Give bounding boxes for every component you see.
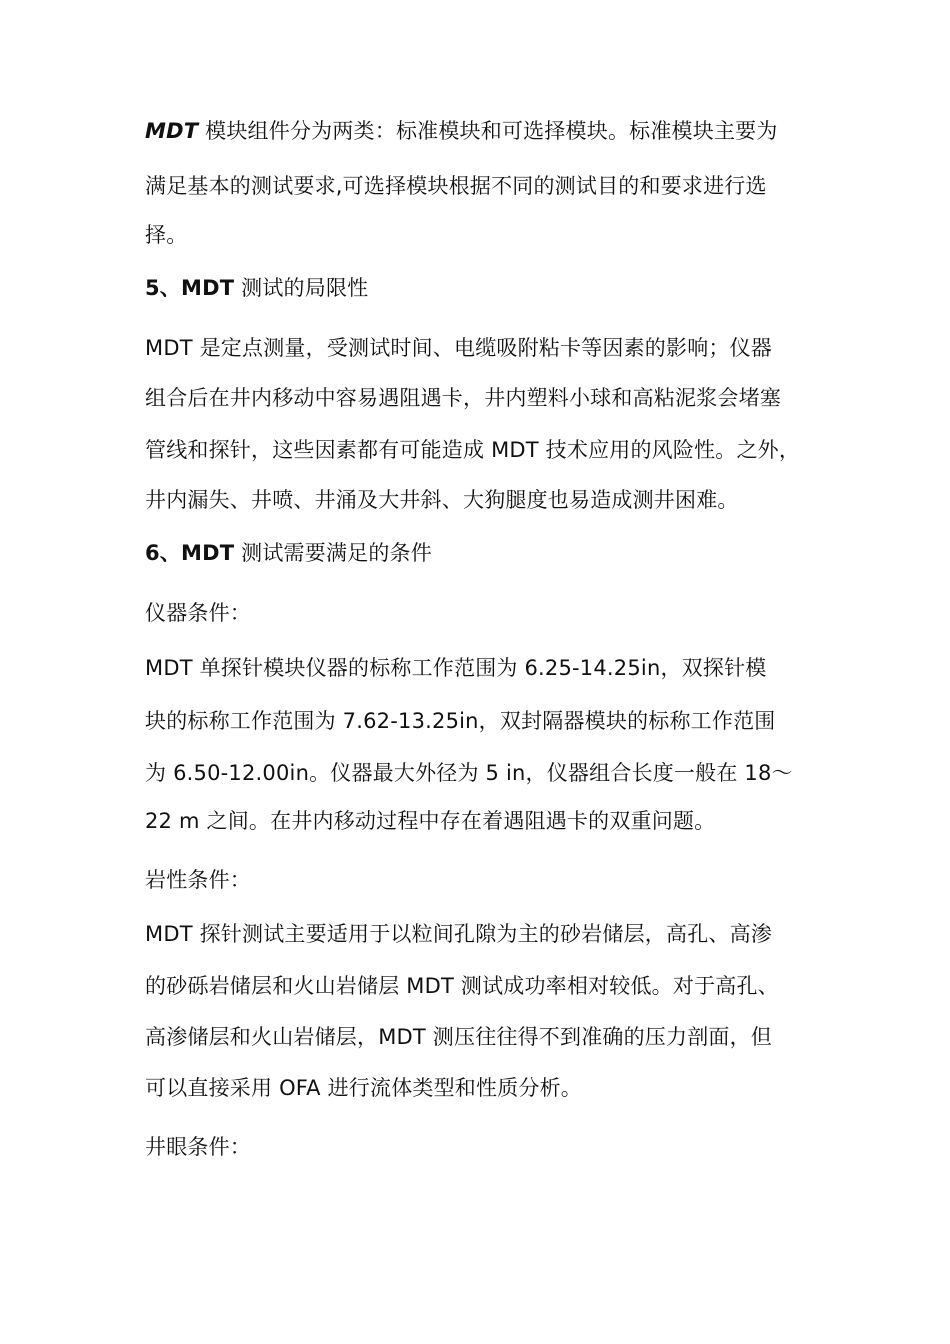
paragraph-1-line-2: 满足基本的测试要求,可选择模块根据不同的测试目的和要求进行选 — [145, 174, 767, 198]
borehole-conditions-label: 井眼条件： — [145, 1135, 251, 1159]
lithology-line-2: 的砂砾岩储层和火山岩储层 MDT 测试成功率相对较低。对于高孔、 — [145, 974, 779, 998]
paragraph-2-line-1: MDT 是定点测量，受测试时间、电缆吸附粘卡等因素的影响；仪器 — [145, 336, 772, 360]
section-heading-6-text: 测试需要满足的条件 — [234, 541, 432, 565]
lithology-line-4: 可以直接采用 OFA 进行流体类型和性质分析。 — [145, 1076, 582, 1100]
section-heading-5-text: 测试的局限性 — [234, 276, 369, 300]
instrument-line-3: 为 6.50-12.00in。仪器最大外径为 5 in，仪器组合长度一般在 18～ — [145, 761, 793, 785]
paragraph-1-line-3: 择。 — [145, 223, 188, 247]
paragraph-1-line-1 — [145, 117, 778, 145]
lithology-line-3: 高渗储层和火山岩储层，MDT 测压往往得不到准确的压力剖面，但 — [145, 1025, 772, 1049]
paragraph-2-line-3: 管线和探针，这些因素都有可能造成 MDT 技术应用的风险性。之外， — [145, 438, 801, 462]
instrument-line-1: MDT 单探针模块仪器的标称工作范围为 6.25-14.25in，双探针模 — [145, 656, 767, 680]
section-heading-5 — [145, 274, 368, 302]
instrument-line-4: 22 m 之间。在井内移动过程中存在着遇阻遇卡的双重问题。 — [145, 809, 716, 833]
paragraph-1-line-1-text: 模块组件分为两类：标准模块和可选择模块。标准模块主要为 — [198, 119, 778, 143]
section-heading-5-number: 5、MDT — [145, 276, 235, 300]
mdt-term: MDT — [145, 119, 199, 143]
instrument-conditions-label: 仪器条件： — [145, 601, 251, 625]
lithology-line-1: MDT 探针测试主要适用于以粒间孔隙为主的砂岩储层，高孔、高渗 — [145, 922, 772, 946]
lithology-conditions-label: 岩性条件： — [145, 868, 251, 892]
instrument-line-2: 块的标称工作范围为 7.62-13.25in，双封隔器模块的标称工作范围 — [145, 709, 776, 733]
paragraph-2-line-2: 组合后在井内移动中容易遇阻遇卡，井内塑料小球和高粘泥浆会堵塞 — [145, 386, 781, 410]
section-heading-6-number: 6、MDT — [145, 541, 235, 565]
section-heading-6 — [145, 539, 432, 567]
paragraph-2-line-4: 井内漏失、井喷、井涌及大井斜、大狗腿度也易造成测井困难。 — [145, 488, 739, 512]
